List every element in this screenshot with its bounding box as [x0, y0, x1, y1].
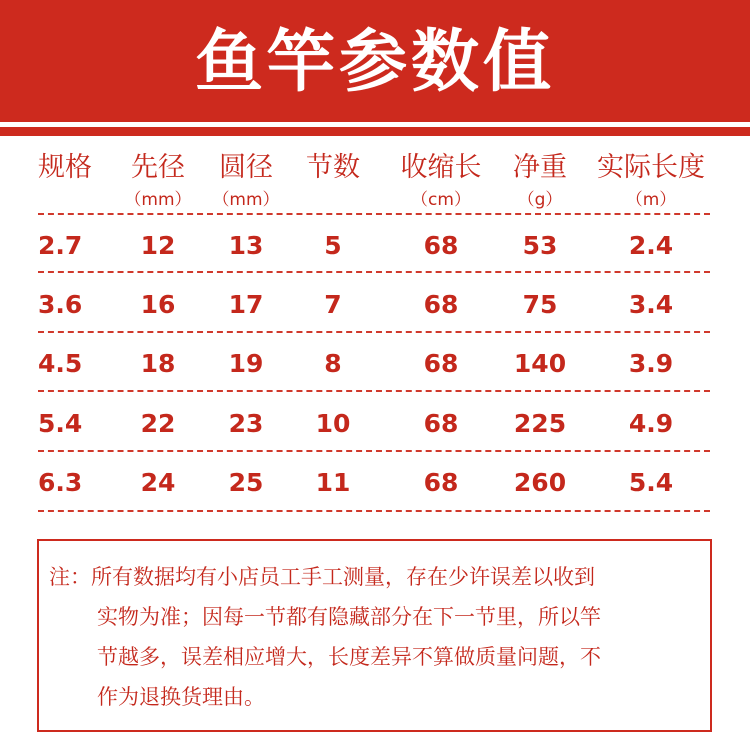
unit-butt-diameter: （mm）	[212, 190, 280, 210]
unit-net-weight: （g）	[517, 190, 563, 210]
table-cell: 6.3	[38, 468, 83, 497]
table-cell: 68	[423, 349, 459, 378]
table-cell: 260	[513, 468, 567, 497]
note-text	[49, 557, 704, 717]
header-spec: 规格	[38, 152, 92, 183]
header-butt-diameter: 圆径	[219, 152, 273, 183]
table-cell: 16	[140, 290, 176, 319]
unit-tip-diameter: （mm）	[124, 190, 192, 210]
table-cell: 10	[315, 409, 351, 438]
table-cell: 68	[423, 468, 459, 497]
table-cell: 140	[513, 349, 567, 378]
table-cell: 3.9	[628, 349, 674, 378]
note-line: 节越多，误差相应增大，长度差异不算做质量问题，不	[97, 645, 601, 669]
table-cell: 23	[228, 409, 264, 438]
note-line: 实物为准；因每一节都有隐藏部分在下一节里，所以竿	[97, 605, 601, 629]
table-cell: 25	[228, 468, 264, 497]
banner-stripe	[0, 127, 750, 136]
table-cell: 68	[423, 290, 459, 319]
row-divider	[38, 450, 710, 452]
row-divider	[38, 331, 710, 333]
header-actual-length: 实际长度	[597, 152, 705, 183]
table-cell: 8	[324, 349, 342, 378]
table-cell: 7	[324, 290, 342, 319]
page-title: 鱼竿参数值	[194, 23, 555, 102]
table-cell: 2.7	[38, 231, 83, 260]
header-tip-diameter: 先径	[131, 152, 185, 183]
table-cell: 11	[315, 468, 351, 497]
table-cell: 24	[140, 468, 176, 497]
unit-retracted-length: （cm）	[411, 190, 471, 210]
header-sections: 节数	[306, 152, 360, 183]
table-cell: 3.4	[628, 290, 674, 319]
table-cell: 75	[522, 290, 558, 319]
note-box	[37, 539, 712, 732]
note-label: 注：	[49, 565, 91, 589]
table-cell: 19	[228, 349, 264, 378]
row-divider	[38, 510, 710, 512]
row-divider	[38, 390, 710, 392]
table-cell: 5.4	[628, 468, 674, 497]
table-cell: 5	[324, 231, 342, 260]
table-cell: 22	[140, 409, 176, 438]
table-cell: 18	[140, 349, 176, 378]
table-cell: 68	[423, 231, 459, 260]
table-cell: 13	[228, 231, 264, 260]
table-cell: 2.4	[628, 231, 674, 260]
note-line-text: 所有数据均有小店员工手工测量，存在少许误差以收到	[91, 565, 595, 589]
row-divider	[38, 271, 710, 273]
note-line: 作为退换货理由。	[97, 685, 265, 709]
header-divider	[38, 213, 710, 215]
header-retracted-length: 收缩长	[400, 152, 482, 183]
note-line	[49, 557, 704, 597]
table-cell: 17	[228, 290, 264, 319]
header-net-weight: 净重	[513, 152, 567, 183]
table-cell: 4.5	[38, 349, 83, 378]
title-banner	[0, 0, 750, 122]
table-cell: 68	[423, 409, 459, 438]
table-cell: 5.4	[38, 409, 83, 438]
table-cell: 53	[522, 231, 558, 260]
table-cell: 12	[140, 231, 176, 260]
table-cell: 4.9	[628, 409, 674, 438]
table-cell: 225	[513, 409, 567, 438]
unit-actual-length: （m）	[625, 190, 677, 210]
table-cell: 3.6	[38, 290, 83, 319]
